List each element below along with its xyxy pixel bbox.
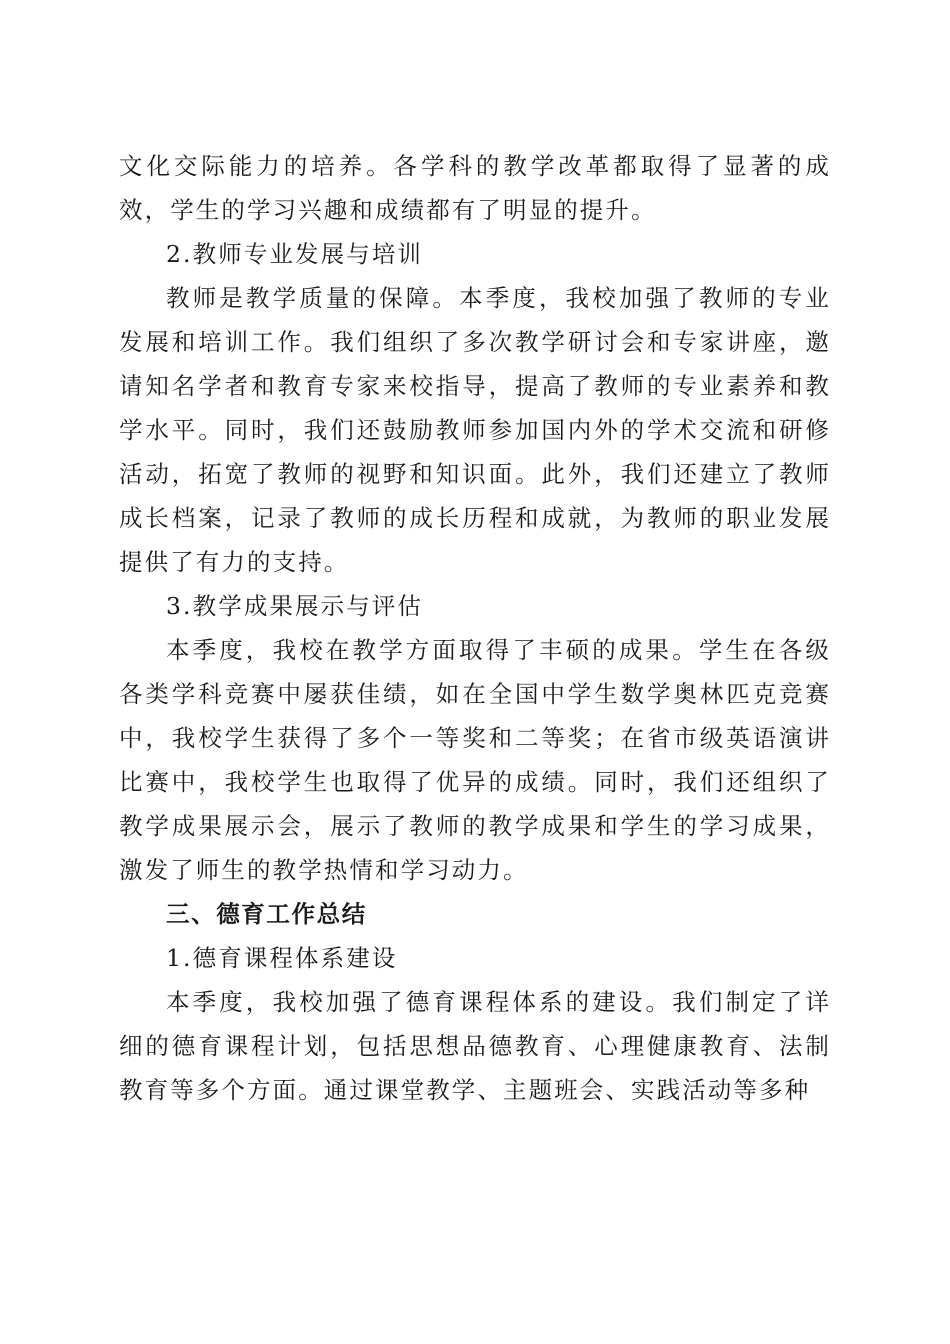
paragraph-teacher-development: 教师是教学质量的保障。本季度，我校加强了教师的专业发展和培训工作。我们组织了多次教学研讨会和专家讲座，邀请知名学者和教育专家来校指导，提高了教师的专业素养和教学水平。同时，我们还鼓励教师参加国内外的学术交流和研修活动，拓宽了教师的视野和知识面。此外，我们还建立了教师成长档案，记录了教师的成长历程和成就，为教师的职业发展提供了有力的支持。 bbox=[119, 284, 831, 576]
subheading-teaching-results: 3.教学成果展示与评估 bbox=[166, 592, 424, 620]
paragraph-continuation: 文化交际能力的培养。各学科的教学改革都取得了显著的成效，学生的学习兴趣和成绩都有了明显的提升。 bbox=[119, 152, 831, 224]
subheading-teacher-development: 2.教师专业发展与培训 bbox=[166, 240, 424, 268]
paragraph-teaching-results: 本季度，我校在教学方面取得了丰硕的成果。学生在各级各类学科竞赛中屡获佳绩，如在全国中学生数学奥林匹克竞赛中，我校学生获得了多个一等奖和二等奖；在省市级英语演讲比赛中，我校学生也取得了优异的成绩。同时，我们还组织了教学成果展示会，展示了教师的教学成果和学生的学习成果，激发了师生的教学热情和学习动力。 bbox=[119, 636, 831, 884]
document-page bbox=[119, 144, 831, 1112]
paragraph-moral-curriculum: 本季度，我校加强了德育课程体系的建设。我们制定了详细的德育课程计划，包括思想品德教育、心理健康教育、法制教育等多个方面。通过课堂教学、主题班会、实践活动等多种 bbox=[119, 988, 831, 1104]
section-heading-moral-education: 三、德育工作总结 bbox=[166, 900, 367, 928]
subheading-moral-curriculum: 1.德育课程体系建设 bbox=[166, 944, 398, 972]
